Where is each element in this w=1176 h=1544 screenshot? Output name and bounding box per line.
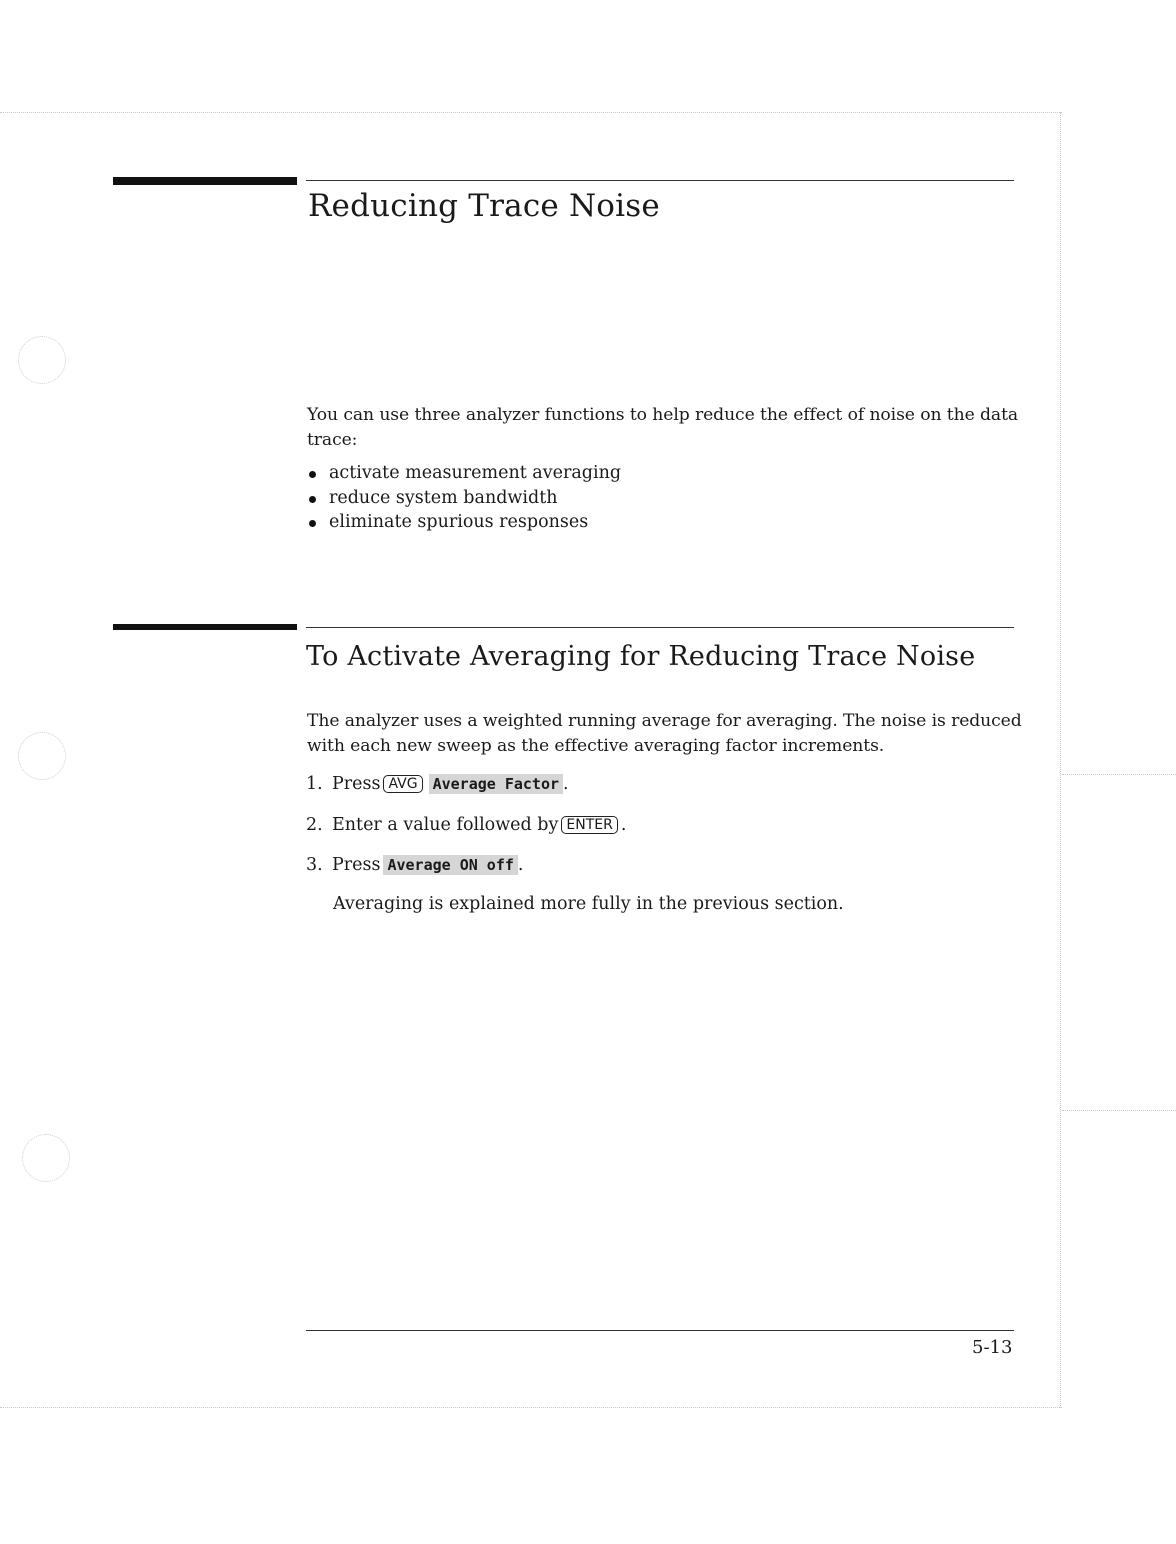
intro-paragraph: You can use three analyzer functions to help reduce the effect of noise on the data trace: [307,405,1019,450]
binder-hole [18,732,66,780]
bullet-icon [309,520,316,527]
page-edge-top [0,112,1062,113]
step-item [306,853,523,877]
step-end: . [620,815,627,835]
step-end: . [517,855,524,875]
page-edge-right [1060,112,1061,1408]
section-marker-bar [113,624,297,630]
list-item-text: activate measurement averaging [329,463,622,483]
bullet-list [307,461,621,535]
list-item [307,461,621,486]
step-text: Enter a value followed by [332,815,559,835]
bullet-icon [309,471,316,478]
binder-hole [22,1134,70,1182]
section-marker-bar [113,177,297,185]
step-item [306,813,626,837]
list-item-text: reduce system bandwidth [329,487,558,508]
average-factor-softkey: Average Factor [429,774,563,794]
enter-hardkey: ENTER [561,816,617,834]
tab-divider-line [1062,774,1176,775]
bullet-icon [309,496,316,503]
step-item [306,772,569,796]
footer-rule [306,1330,1014,1331]
step-end: . [563,774,569,794]
avg-hardkey: AVG [383,775,422,793]
average-on-off-softkey: Average ON off [383,855,517,875]
list-item [307,510,621,535]
binder-hole [18,336,66,384]
step-text: Press [332,855,381,875]
list-item [307,486,621,511]
step-number: 1. [306,774,323,794]
step-text: Press [332,774,381,794]
step-number: 3. [306,855,323,875]
section-rule [306,180,1014,181]
intro-paragraph: The analyzer uses a weighted running average for averaging. The noise is reduced with each new sweep as the effective averaging factor increments. [307,711,1022,756]
page-number: 5-13 [972,1337,1013,1358]
page-edge-bottom [0,1407,1062,1408]
step-number: 2. [306,815,323,835]
section-title: To Activate Averaging for Reducing Trace Noise [306,641,976,672]
list-item-text: eliminate spurious responses [329,512,589,532]
tab-divider-line [1062,1110,1176,1111]
section-rule [306,627,1014,628]
section-title: Reducing Trace Noise [308,188,660,224]
step-note: Averaging is explained more fully in the previous section. [333,894,844,914]
